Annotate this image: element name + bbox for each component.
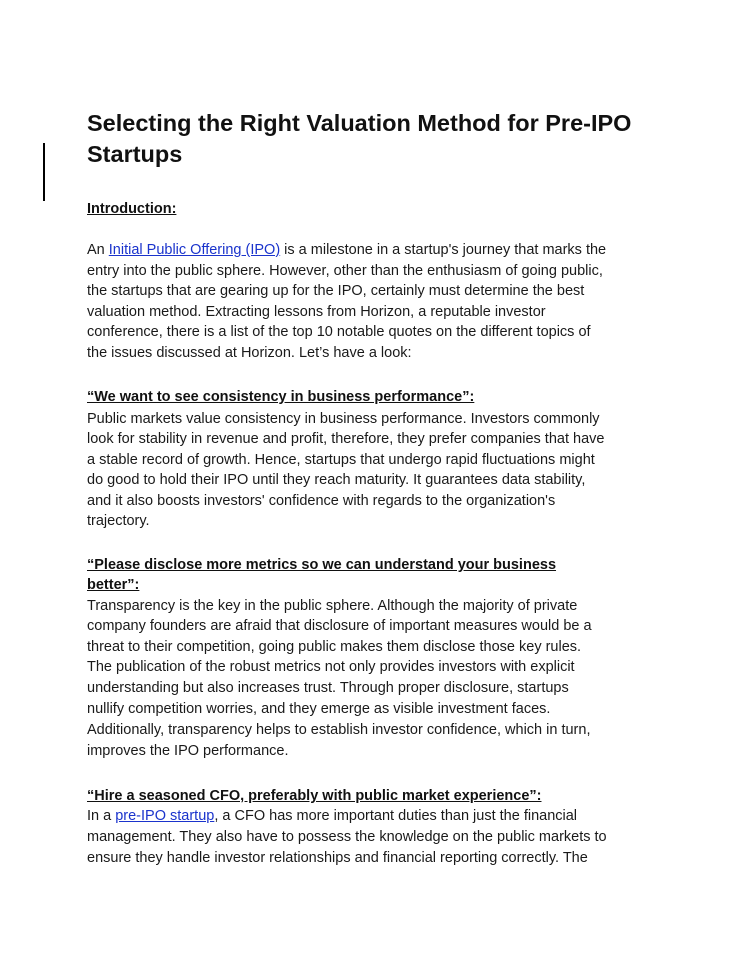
section2-line-1: Transparency is the key in the public sphere. Although the majority of private (87, 598, 578, 614)
section2-line-4: The publication of the robust metrics not only provides investors with explicit (87, 659, 575, 675)
section3-line-1 (87, 806, 577, 827)
intro-line-5: conference, there is a list of the top 10 notable quotes on the different topics of (87, 324, 591, 340)
ipo-link[interactable]: Initial Public Offering (IPO) (108, 242, 281, 258)
intro-line-3: the startups that are gearing up for the IPO, certainly must determine the best (87, 283, 585, 299)
section1-line-6: trajectory. (87, 513, 150, 529)
section3-line-1-post: , a CFO has more important duties than just the financial (214, 808, 578, 824)
intro-heading: Introduction: (87, 201, 177, 217)
section1-line-3: a stable record of growth. Hence, startups that undergo rapid fluctuations might (87, 452, 595, 468)
section1-heading: “We want to see consistency in business performance”: (87, 389, 475, 405)
section1-line-4: do good to hold their IPO until they reach maturity. It guarantees data stability, (87, 472, 586, 488)
intro-line-1-post: is a milestone in a startup's journey that marks the (280, 242, 607, 258)
intro-line-2: entry into the public sphere. However, other than the enthusiasm of going public, (87, 263, 603, 279)
intro-line-4: valuation method. Extracting lessons from Horizon, a reputable investor (87, 304, 546, 320)
section1-line-5: and it also boosts investors' confidence with regards to the organization's (87, 493, 556, 509)
section3-line-3: ensure they handle investor relationships and financial reporting correctly. The (87, 850, 588, 866)
intro-line-6: the issues discussed at Horizon. Let’s have a look: (87, 345, 412, 361)
section2-line-6: nullify competition worries, and they emerge as visible investment faces. (87, 701, 551, 717)
section1-line-1: Public markets value consistency in business performance. Investors commonly (87, 411, 600, 427)
section2-heading-1: “Please disclose more metrics so we can understand your business (87, 557, 557, 573)
section2-line-5: understanding but also increases trust. Through proper disclosure, startups (87, 680, 569, 696)
section2-line-8: improves the IPO performance. (87, 743, 289, 759)
pre-ipo-startup-link[interactable]: pre-IPO startup (115, 808, 215, 824)
section3-heading: “Hire a seasoned CFO, preferably with public market experience”: (87, 788, 542, 804)
section3-line-2: management. They also have to possess the knowledge on the public markets to (87, 829, 607, 845)
section1-line-2: look for stability in revenue and profit, therefore, they prefer companies that have (87, 431, 605, 447)
section3-line-1-pre: In a (87, 808, 116, 824)
section2-line-7: Additionally, transparency helps to establish investor confidence, which in turn, (87, 722, 591, 738)
document-title: Selecting the Right Valuation Method for Pre-IPO Startups (87, 110, 632, 167)
section2-line-2: company founders are afraid that disclosure of important measures would be a (87, 618, 592, 634)
intro-line-1-pre: An (87, 242, 109, 258)
intro-line-1 (87, 240, 606, 261)
text-cursor (43, 143, 45, 201)
section2-heading-2: better”: (87, 577, 140, 593)
section2-line-3: threat to their competition, going public makes them disclose those key rules. (87, 639, 582, 655)
